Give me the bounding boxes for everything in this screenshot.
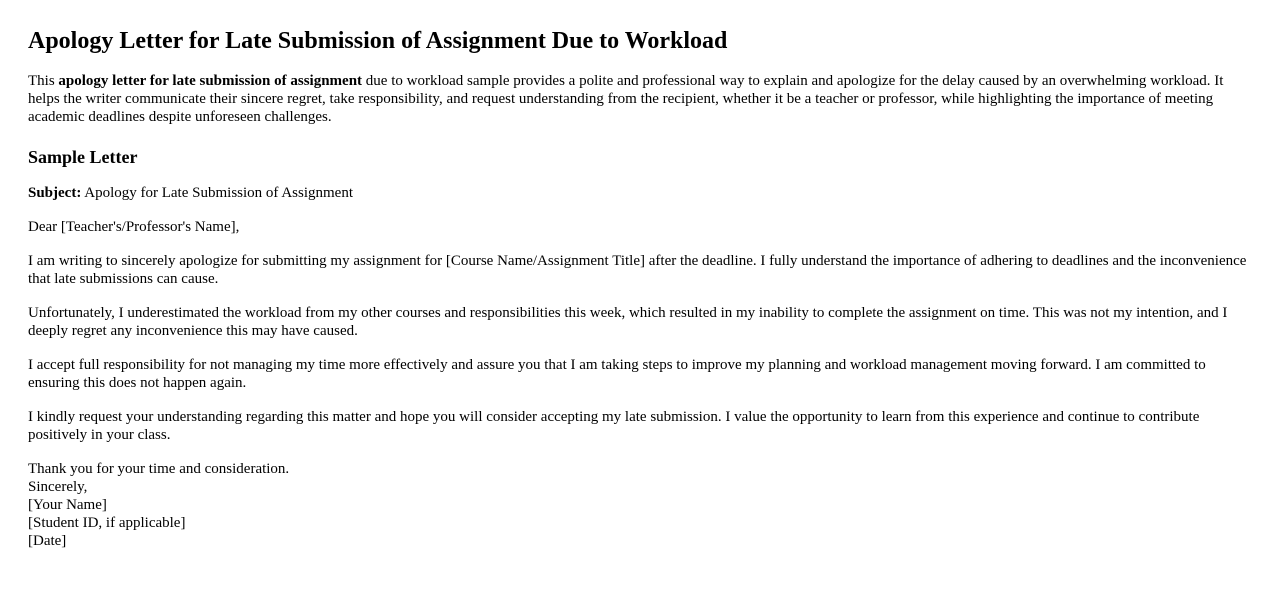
- letter-paragraph-3: I accept full responsibility for not managing my time more effectively and assure you that I am taking steps to improve my planning and workload management moving forward. I am committed to ensuring this does not happen again.: [28, 357, 1206, 391]
- letter-paragraph-1: I am writing to sincerely apologize for submitting my assignment for [Course Name/Assignment Title] after the deadline. I fully understand the importance of adhering to deadlines and the inconvenience that late submissions can cause.: [28, 253, 1247, 287]
- closing-thanks: Thank you for your time and consideration.: [28, 461, 290, 477]
- letter-subject: [28, 184, 1250, 202]
- section-heading: Sample Letter: [28, 147, 138, 167]
- intro-rest: due to workload sample provides a polite and professional way to explain and apologize for the delay caused by an overwhelming workload. It helps the writer communicate their sincere regret, take responsibility, and request understanding from the recipient, whether it be a teacher or professor, while highlighting the importance of meeting academic deadlines despite unforeseen challenges.: [28, 73, 1224, 125]
- letter-closing: [28, 460, 1250, 550]
- closing-student-id: [Student ID, if applicable]: [28, 515, 186, 531]
- intro-lead: This: [28, 73, 59, 89]
- letter-greeting: Dear [Teacher's/Professor's Name],: [28, 219, 240, 235]
- closing-date: [Date]: [28, 533, 67, 549]
- letter-paragraph-4: I kindly request your understanding regarding this matter and hope you will consider accepting my late submission. I value the opportunity to learn from this experience and continue to contribute positively in your class.: [28, 409, 1200, 443]
- closing-signoff: Sincerely,: [28, 479, 88, 495]
- closing-name: [Your Name]: [28, 497, 107, 513]
- subject-text: Apology for Late Submission of Assignment: [81, 185, 353, 201]
- intro-bold-phrase: apology letter for late submission of assignment: [58, 73, 363, 89]
- page-title: Apology Letter for Late Submission of Assignment Due to Workload: [28, 28, 728, 54]
- subject-label: Subject:: [28, 185, 82, 201]
- letter-paragraph-2: Unfortunately, I underestimated the workload from my other courses and responsibilities this week, which resulted in my inability to complete the assignment on time. This was not my intention, and I deeply regret any inconvenience this may have caused.: [28, 305, 1228, 339]
- intro-paragraph: [28, 72, 1250, 126]
